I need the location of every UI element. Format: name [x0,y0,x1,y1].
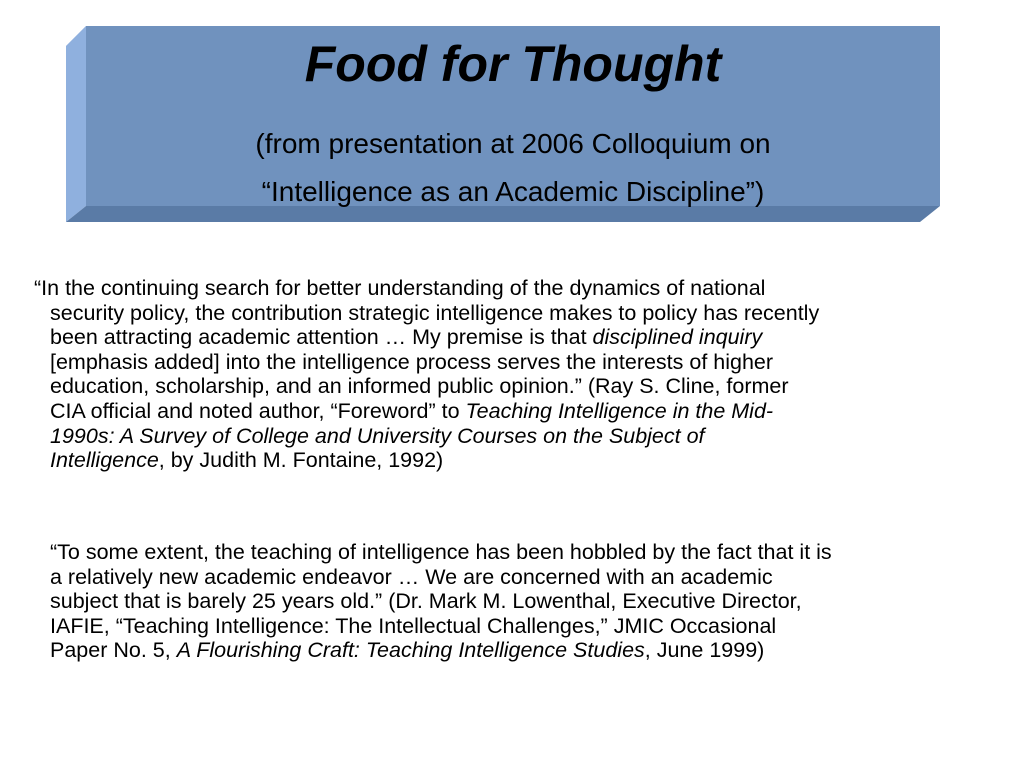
quote-lowenthal [50,540,1010,663]
quote-line [34,325,994,350]
quote-line [34,448,994,473]
quote-line [50,565,1010,590]
quote-text: security policy, the contribution strategic intelligence makes to policy has recently [50,300,820,325]
quote-text: “To some extent, the teaching of intelligence has been hobbled by the fact that it is [50,540,832,564]
bevel-left [66,26,86,222]
italic-text: 1990s: A Survey of College and University Courses on the Subject of [50,423,705,448]
quote-line [50,589,1010,614]
italic-text: Intelligence [50,448,159,473]
title-area [86,26,940,206]
quote-text: “In the continuing search for better understanding of the dynamics of national [34,276,766,300]
quote-line [50,540,1010,565]
quote-line [34,399,994,424]
subtitle-line-1: (from presentation at 2006 Colloquium on [255,128,771,159]
italic-text: A Flourishing Craft: Teaching Intelligence Studies [176,638,645,663]
quote-line [34,350,994,375]
quote-text: IAFIE, “Teaching Intelligence: The Intellectual Challenges,” JMIC Occasional [50,613,777,638]
quote-line [50,614,1010,639]
italic-text: Teaching Intelligence in the Mid- [465,398,774,423]
quote-text: Paper No. 5, [50,638,177,663]
page-title: Food for Thought [304,36,722,92]
quote-line [34,301,994,326]
quote-text: education, scholarship, and an informed public opinion.” (Ray S. Cline, former [50,374,789,399]
quote-text: , June 1999) [644,638,765,663]
quote-text: a relatively new academic endeavor … We are concerned with an academic [50,564,773,589]
quote-line [34,374,994,399]
quote-cline [34,276,994,473]
quote-text: CIA official and noted author, “Foreword” to [50,398,466,423]
italic-text: disciplined inquiry [592,325,763,350]
subtitle-line-2: “Intelligence as an Academic Discipline”) [261,176,765,207]
quote-text: , by Judith M. Fontaine, 1992) [158,448,444,473]
quote-text: subject that is barely 25 years old.” (Dr. Mark M. Lowenthal, Executive Director, [50,589,802,614]
quote-line [34,276,994,301]
quote-line [50,638,1010,663]
quote-line [34,424,994,449]
quote-text: [emphasis added] into the intelligence process serves the interests of higher [50,349,774,374]
quote-text: been attracting academic attention … My premise is that [50,325,593,350]
page-subtitle [86,120,940,216]
